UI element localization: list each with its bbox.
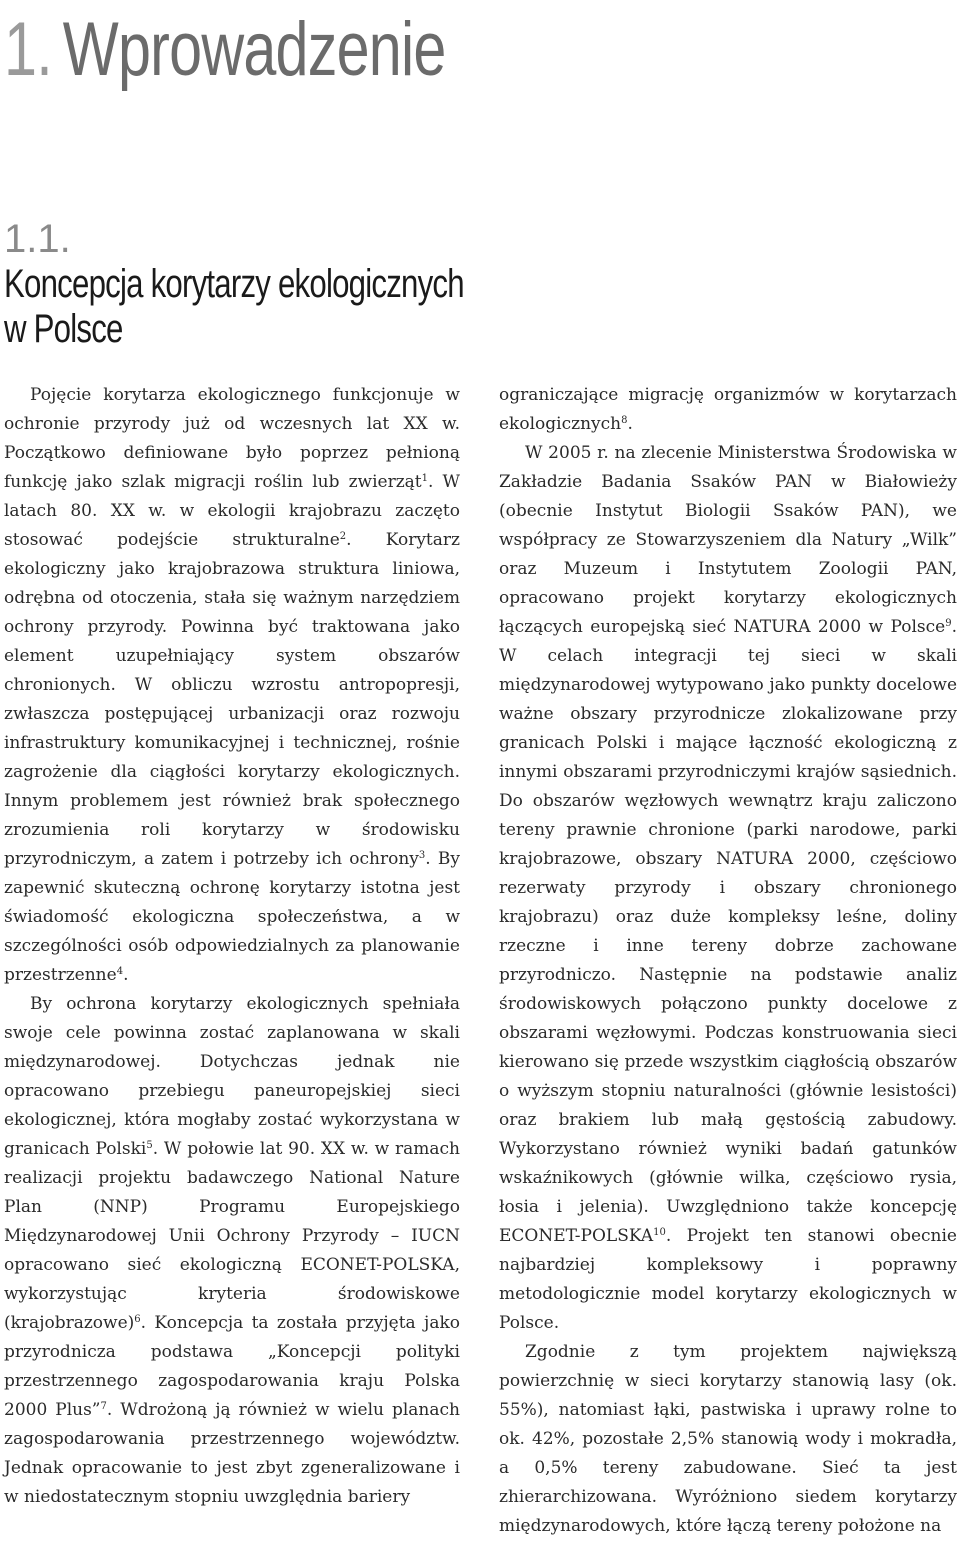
left-text-column [4, 381, 460, 1512]
text-run: ograniczające migrację organizmów w korytarzach ekologicznych [499, 385, 957, 434]
footnote-ref[interactable]: 10 [653, 1227, 666, 1238]
text-run: By ochrona korytarzy ekologicznych spełniała swoje cele powinna zostać zaplanowana w skali międzynarodowej. Dotychczas jednak nie opracowano przebiegu paneuropejskiej sieci ekologicznej, która mogłaby zostać wykorzystana w granicach Polski [4, 994, 460, 1159]
text-run: . Projekt ten stanowi obecnie najbardziej kompleksowy i poprawny metodologicznie model korytarzy ekologicznych w Polsce. [499, 1226, 957, 1333]
section-number: 1.1. [4, 217, 71, 261]
footnote-ref[interactable]: 6 [134, 1314, 141, 1325]
paragraph [4, 990, 460, 1512]
footnote-ref[interactable]: 3 [418, 850, 426, 861]
chapter-title-text: Wprowadzenie [62, 7, 446, 92]
text-run: . Korytarz ekologiczny jako krajobrazowa struktura liniowa, odrębna od otoczenia, stała się ważnym narzędziem ochrony przyrody. Powinna być traktowana jako element uzupełniający system obszarów chronionych. W obliczu wzrostu antropopresji, zwłaszcza postępującej urbanizacji oraz rozwoju infrastruktury komunikacyjnej i technicznej, rośnie zagrożenie dla ciągłości korytarzy ekologicznych. Innym problemem jest również brak społecznego zrozumienia roli korytarzy w środowisku przyrodniczym, a zatem i potrzeby ich ochrony [4, 530, 460, 869]
footnote-ref[interactable]: 8 [621, 415, 628, 426]
chapter-number: 1. [4, 7, 52, 92]
footnote-ref[interactable]: 7 [100, 1401, 107, 1412]
paragraph [4, 381, 460, 990]
text-run: . [627, 414, 633, 434]
footnote-ref[interactable]: 5 [146, 1140, 153, 1151]
footnote-ref[interactable]: 2 [339, 531, 347, 542]
footnote-ref[interactable]: 9 [945, 618, 952, 629]
footnote-ref[interactable]: 4 [116, 966, 124, 977]
text-run: . W latach 80. XX w. w ekologii krajobrazu zaczęto stosować podejście strukturalne [4, 472, 460, 550]
chapter-heading [4, 2, 446, 98]
paragraph [499, 439, 957, 1338]
text-run: Pojęcie korytarza ekologicznego funkcjonuje w ochronie przyrody już od wczesnych lat XX w. Początkowo definiowane było poprzez pełnioną funkcję jako szlak migracji roślin lub zwierząt [4, 385, 460, 492]
section-title [4, 262, 464, 352]
paragraph-continued [499, 381, 957, 439]
text-run: Zgodnie z tym projektem największą powierzchnię w sieci korytarzy stanowią lasy (ok. 55%), natomiast łąki, pastwiska i uprawy rolne to ok. 42%, pozostałe 2,5% stanowią wody i mokradła, a 0,5% tereny zabudowane. Sieć ta jest zhierarchizowana. Wyróżniono siedem korytarzy międzynarodowych, które łączą tereny położone na [499, 1342, 957, 1536]
paragraph [499, 1338, 957, 1541]
text-run: . By zapewnić skuteczną ochronę korytarzy istotna jest świadomość ekologiczna społeczeństwa, a w szczególności osób odpowiedzialnych za planowanie przestrzenne [4, 849, 461, 985]
text-run: . Wdrożoną ją również w wielu planach zagospodarowania przestrzennego województw. Jednak opracowanie to jest zbyt zgeneralizowane i w niedostatecznym stopniu uwzględnia bariery [4, 1400, 460, 1507]
footnote-ref[interactable]: 1 [421, 473, 429, 484]
text-run: . Koncepcja ta została przyjęta jako przyrodnicza podstawa „Koncepcji polityki przestrzennego zagospodarowania kraju Polska 2000 Plus” [4, 1313, 460, 1420]
text-run: W 2005 r. na zlecenie Ministerstwa Środowiska w Zakładzie Badania Ssaków PAN w Białowieży (obecnie Instytut Biologii Ssaków PAN), we współpracy ze Stowarzyszeniem dla Natury „Wilk” oraz Muzeum i Instytutem Zoologii PAN, opracowano projekt korytarzy ekologicznych łączących europejską sieć NATURA 2000 w Polsce [499, 443, 957, 637]
section-title-line-1: Koncepcja korytarzy ekologicznych [4, 262, 464, 306]
right-text-column [499, 381, 957, 1541]
text-run: . [123, 965, 129, 985]
text-run: . W celach integracji tej sieci w skali międzynarodowej wytypowano jako punkty docelowe ważne obszary przyrodnicze zlokalizowane przy granicach Polski i mające łączność ekologiczną z innymi obszarami przyrodniczymi krajów sąsiednich. Do obszarów węzłowych wewnątrz kraju zaliczono tereny prawnie chronione (parki narodowe, parki krajobrazowe, obszary NATURA 2000, częściowo rezerwaty przyrody i obszary chronionego krajobrazu) oraz duże kompleksy leśne, doliny rzeczne i inne tereny dobrze zachowane przyrodniczo. Następnie na podstawie analiz środowiskowych połączono punkty docelowe z obszarami węzłowymi. Podczas konstruowania sieci kierowano się przede wszystkim ciągłością obszarów o wyższym stopniu naturalności (głównie lesistości) oraz brakiem lub małą gęstością zabudowy. Wykorzystano również wyniki badań gatunków wskaźnikowych (głównie wilka, częściowo rysia, łosia i jelenia). Uwzględniono także koncepcję ECONET-POLSKA [499, 617, 957, 1246]
section-title-line-2: w Polsce [4, 307, 123, 351]
text-run: . W połowie lat 90. XX w. w ramach realizacji projektu badawczego National Nature Plan (NNP) Programu Europejskiego Międzynarodowej Unii Ochrony Przyrody – IUCN opracowano sieć ekologiczną ECONET-POLSKA, wykorzystując kryteria środowiskowe (krajobrazowe) [4, 1139, 460, 1333]
